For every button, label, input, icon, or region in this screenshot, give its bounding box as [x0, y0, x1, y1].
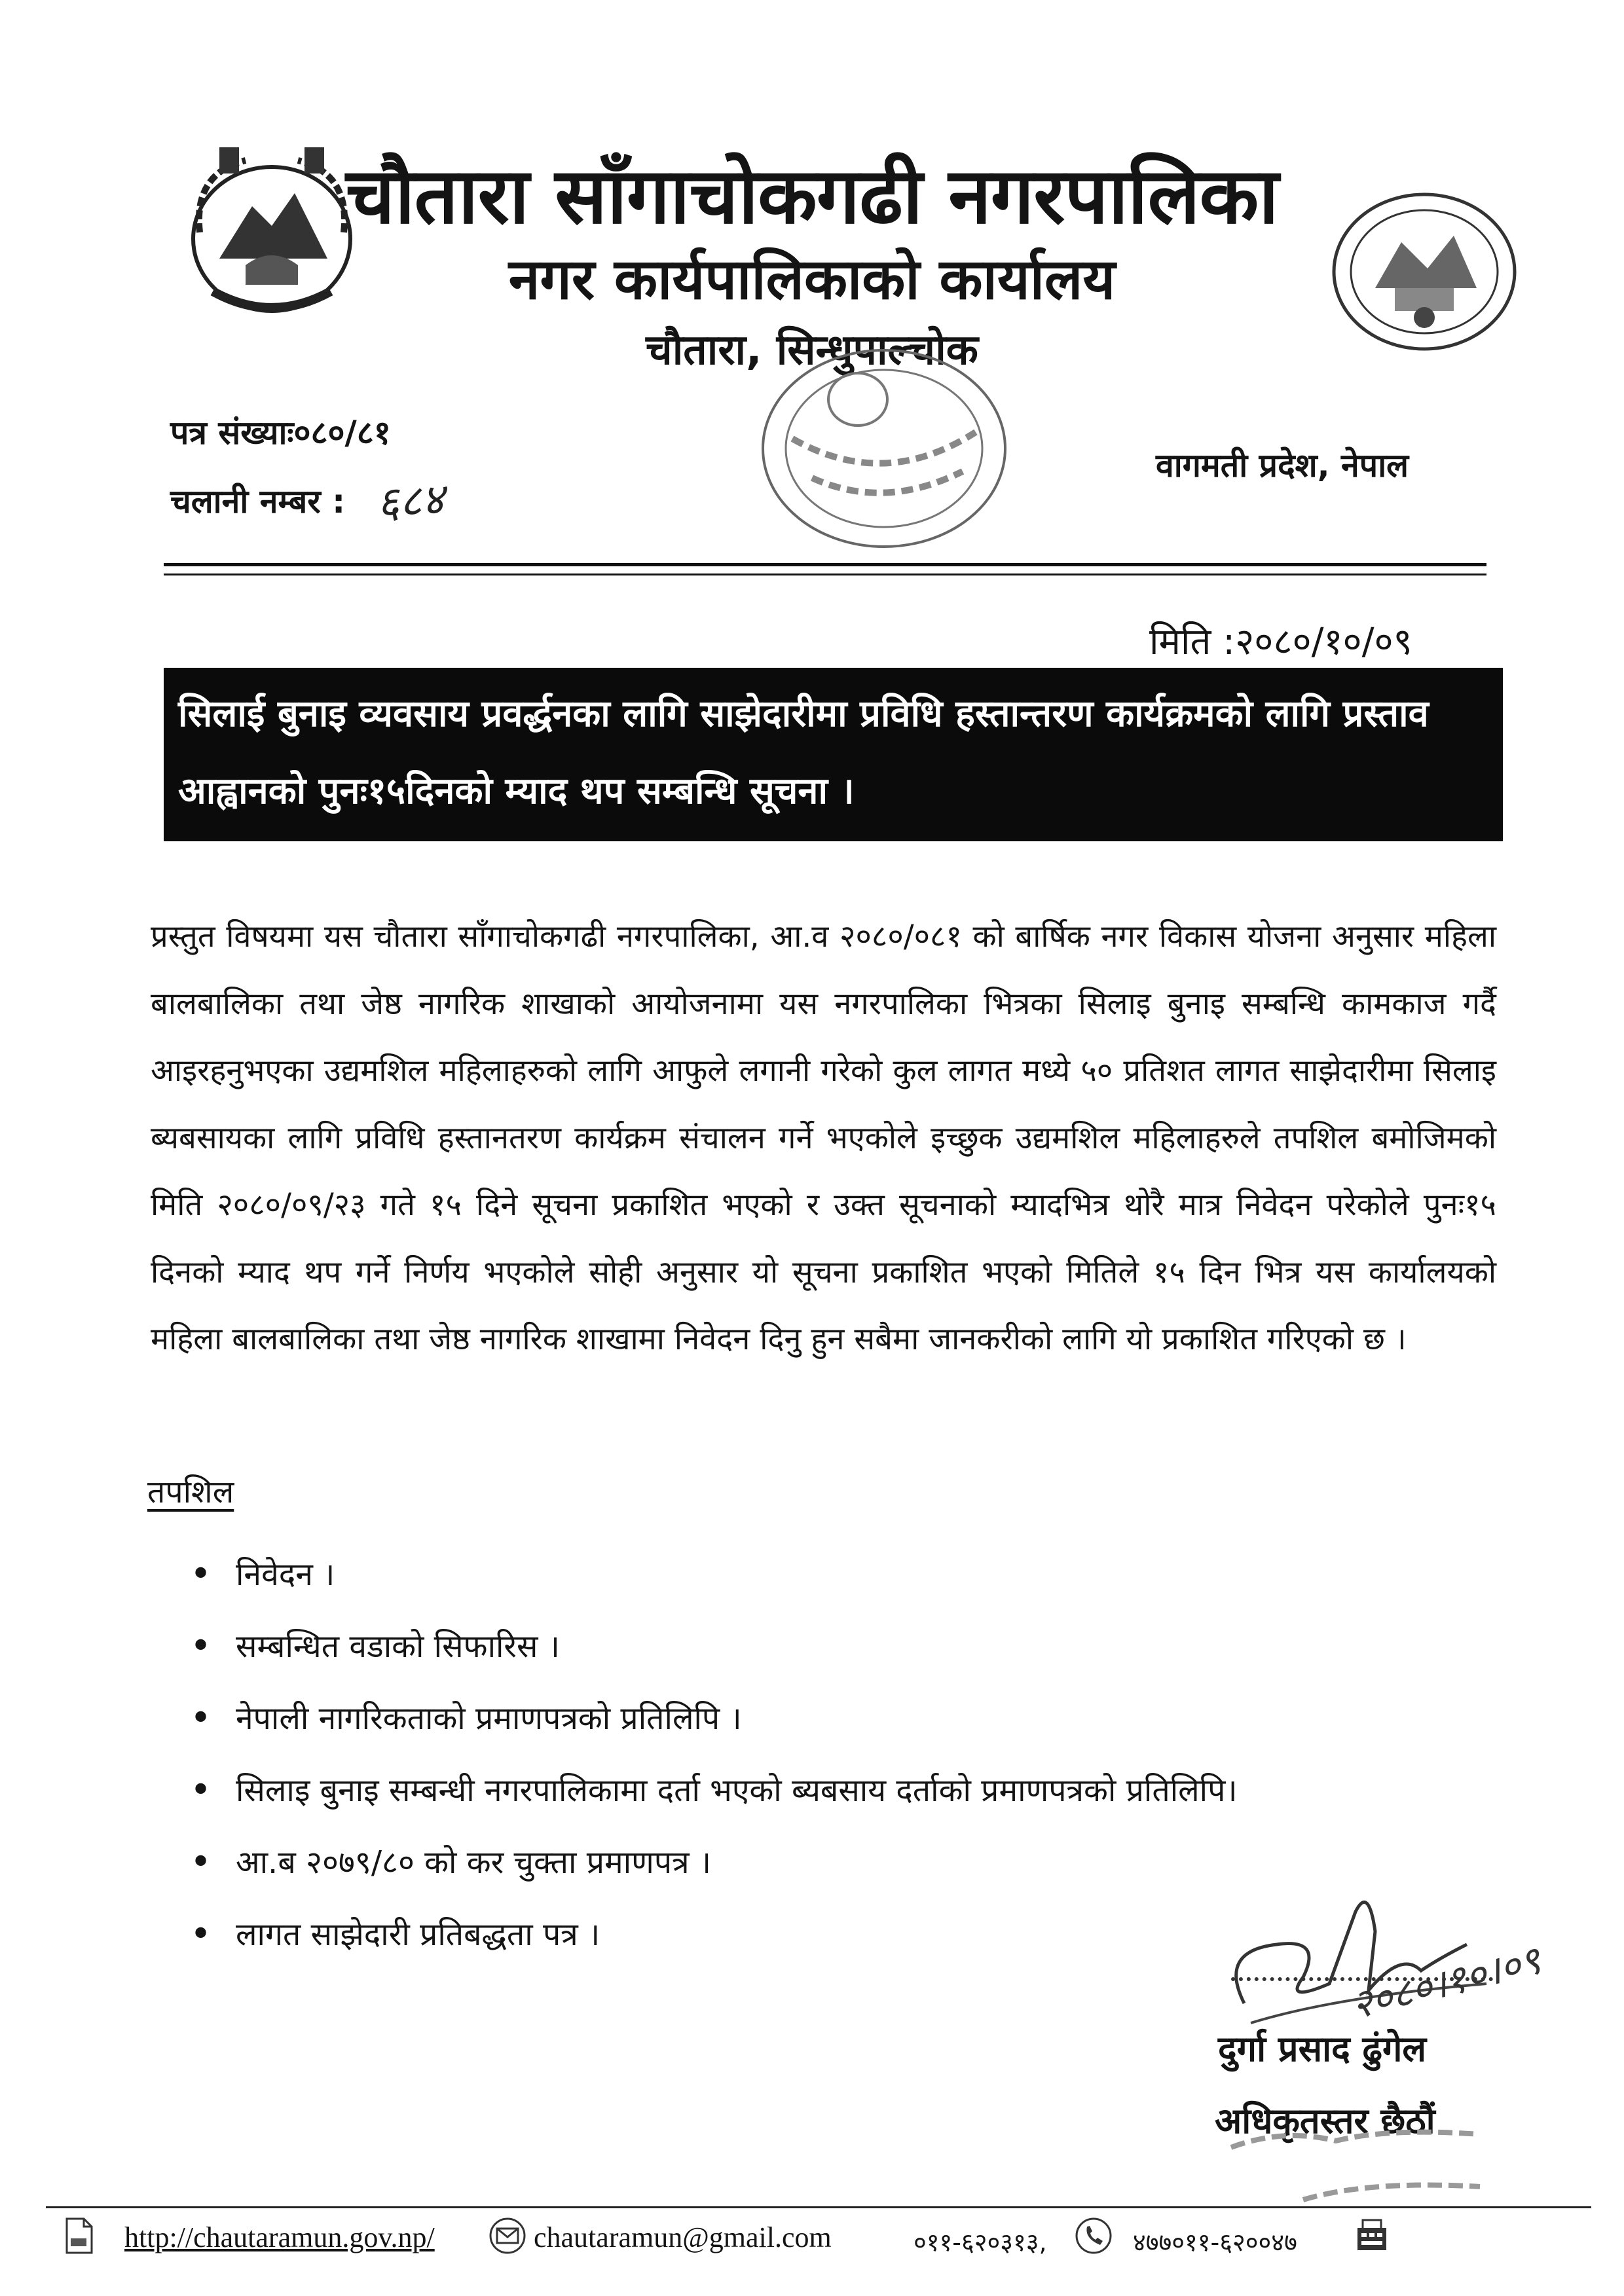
- signature-date: २०८०।१०।०९: [1346, 1937, 1545, 2029]
- phone-icon: [1074, 2216, 1113, 2255]
- list-item: • सम्बन्धित वडाको सिफारिस ।: [190, 1620, 1493, 1692]
- letter-number: पत्र संख्याः०८०/८१: [170, 414, 391, 452]
- header-divider: [164, 563, 1486, 566]
- letter-date: मिति :२०८०/१०/०९: [1149, 621, 1412, 663]
- phone-number: ०११-६२०३१३,: [913, 2228, 1047, 2257]
- list-item: • नेपाली नागरिकताको प्रमाणपत्रको प्रतिलिपि ।: [190, 1692, 1493, 1764]
- dispatch-number-label: चलानी नम्बर :: [170, 483, 346, 520]
- dispatch-number-value: ६८४: [375, 473, 446, 529]
- municipality-name: चौतारा साँगाचोकगढी नगरपालिका: [346, 151, 1278, 241]
- signatory-title: अधिकृतस्तर छैठौं: [1215, 2100, 1435, 2141]
- province-text: वागमती प्रदेश, नेपाल: [1156, 446, 1409, 484]
- name-stamp-icon: [1205, 2088, 1513, 2226]
- office-location: चौतारा, सिन्धुपाल्चोक: [646, 326, 978, 374]
- fax-icon: [1352, 2216, 1392, 2255]
- website-link[interactable]: http://chautaramun.gov.np/: [124, 2221, 435, 2253]
- list-item: • लागत साझेदारी प्रतिबद्धता पत्र ।: [190, 1908, 1493, 1980]
- list-item: • सिलाइ बुनाइ सम्बन्धी नगरपालिकामा दर्ता भएको ब्यबसाय दर्ताको प्रमाणपत्रको प्रतिलिपि।: [190, 1764, 1493, 1836]
- subject-text: सिलाई बुनाइ व्यवसाय प्रवर्द्धनका लागि साझेदारीमा प्रविधि हस्तान्तरण कार्यक्रमको लागि प्रस्ताव आह्वानको पुनः१५दिनको म्याद थप सम्बन्धि सूचना ।: [178, 693, 1429, 812]
- list-item: • आ.ब २०७९/८० को कर चुक्ता प्रमाणपत्र ।: [190, 1836, 1493, 1908]
- document-icon: [59, 2216, 98, 2255]
- mail-icon: [488, 2216, 527, 2255]
- list-item: • निवेदन ।: [190, 1548, 1493, 1620]
- header-divider-thin: [164, 574, 1486, 575]
- mobile-number: ४७७०११-६२००४७: [1133, 2228, 1297, 2257]
- details-heading: तपशिल: [147, 1474, 234, 1510]
- signatory-name: दुर्गा प्रसाद ढुंगेल: [1218, 2028, 1426, 2069]
- office-name: नगर कार्यपालिकाको कार्यालय: [508, 247, 1116, 312]
- footer-divider: [46, 2206, 1591, 2208]
- office-stamp-icon: [753, 340, 1015, 556]
- email-link[interactable]: chautaramun@gmail.com: [534, 2221, 832, 2253]
- body-paragraph: प्रस्तुत विषयमा यस चौतारा साँगाचोकगढी नगरपालिका, आ.व २०८०/०८१ को बार्षिक नगर विकास योजना अनुसार महिला बालबालिका तथा जेष्ठ नागरिक शाखाको आयोजनामा यस नगरपालिका भित्रका सिलाइ बुनाइ सम्बन्धि कामकाज गर्दै आइरहनुभएका उद्यमशिल महिलाहरुको लागि आफुले लगानी गरेको कुल लागत मध्ये ५० प्रतिशत लागत साझेदारीमा सिलाइ ब्यबसायका लागि प्रविधि हस्तानतरण कार्यक्रम संचालन गर्ने भएकोले इच्छुक उद्यमशिल महिलाहरुले तपशिल बमोजिमको मिति २०८०/०९/२३ गते १५ दिने सूचना प्रकाशित भएको र उक्त सूचनाको म्यादभित्र थोरै मात्र निवेदन परेकोले पुनः१५ दिनको म्याद थप गर्ने निर्णय भएकोले सोही अनुसार यो सूचना प्रकाशित भएको मितिले १५ दिन भित्र यस कार्यालयको महिला बालबालिका तथा जेष्ठ नागरिक शाखामा निवेदन दिनु हुन सबैमा जानकरीको लागि यो प्रकाशित गरिएको छ ।: [151, 919, 1496, 1357]
- signature-line: [1231, 1977, 1493, 1981]
